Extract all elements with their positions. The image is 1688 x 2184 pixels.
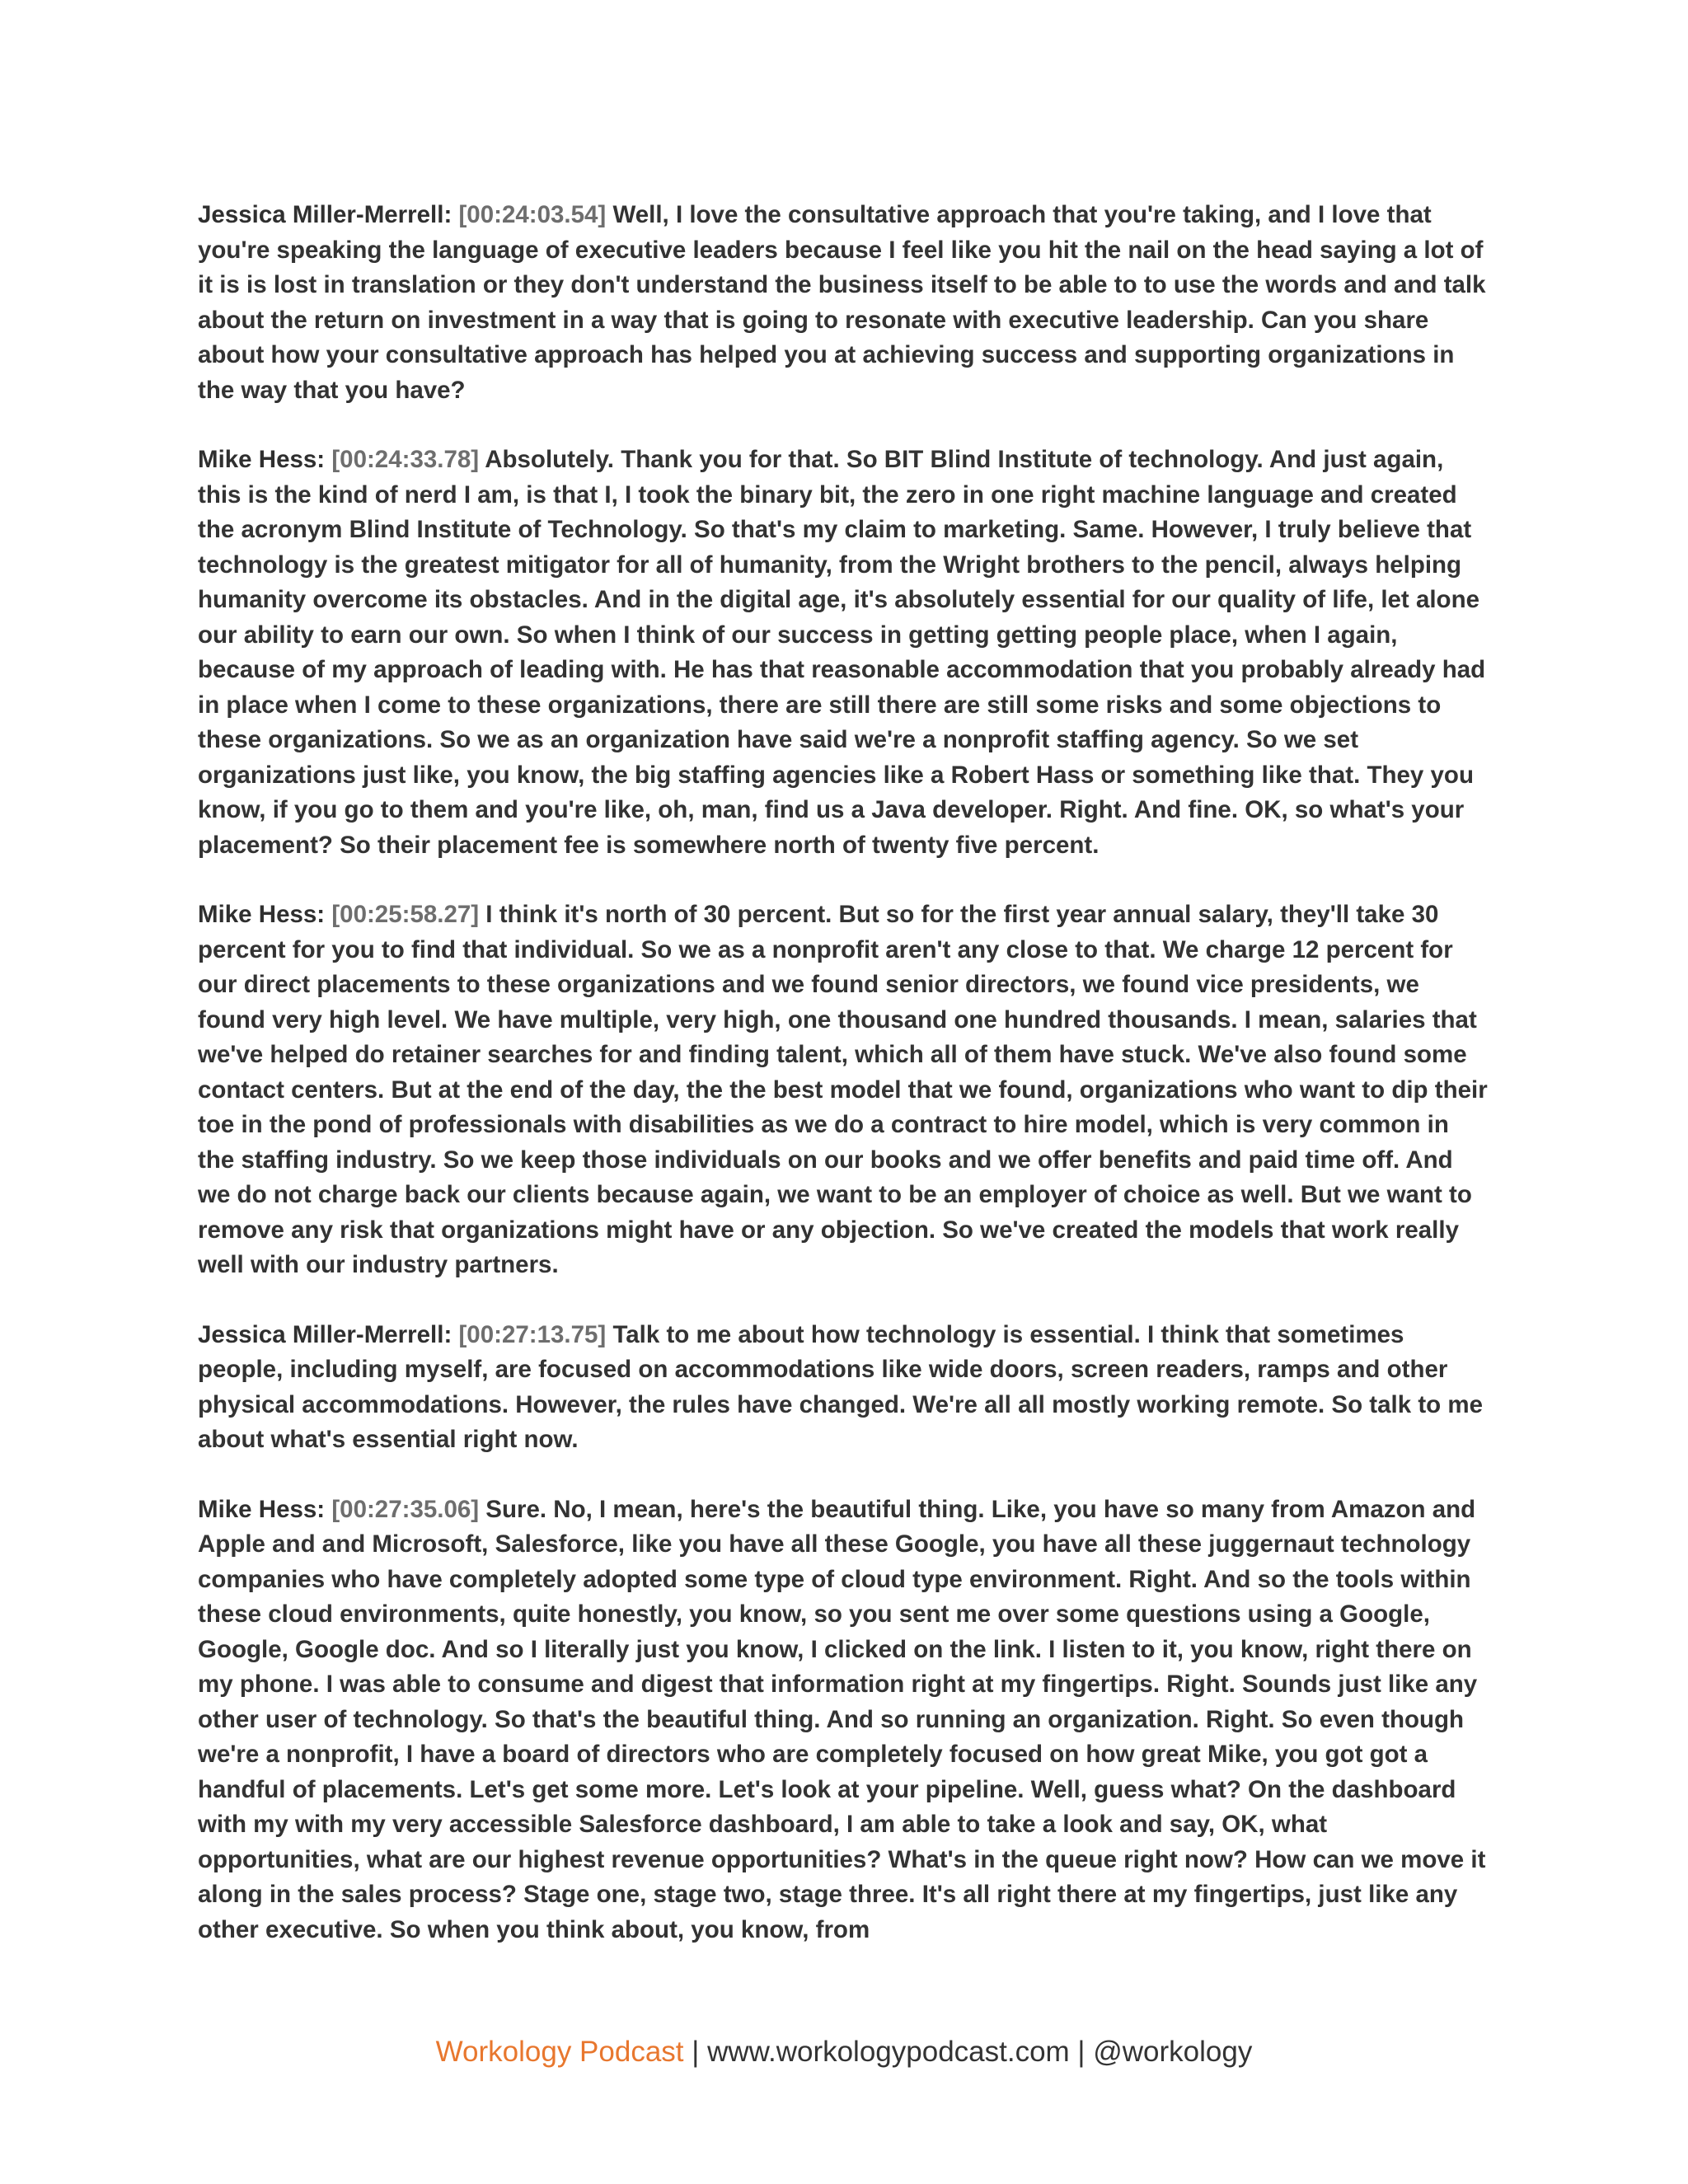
page-footer (0, 2034, 1688, 2070)
speaker-name: Mike Hess: (198, 1495, 326, 1523)
speaker-name: Mike Hess: (198, 901, 326, 928)
timestamp: [00:27:35.06] (331, 1495, 480, 1523)
transcript-paragraph (198, 1493, 1488, 1948)
speaker-name: Jessica Miller-Merrell: (198, 1320, 452, 1348)
paragraph-text: Talk to me about how technology is essential. I think that sometimes people, including myself, are focused on accommodations like wide doors, screen readers, ramps and other physical accommodations. However, the rules have changed. We're all all mostly working remote. So talk to me about what's essential right now. (198, 1320, 1483, 1453)
footer-separator: | (1069, 2036, 1094, 2068)
transcript-body (198, 198, 1488, 1982)
transcript-paragraph (198, 898, 1488, 1283)
timestamp: [00:24:03.54] (458, 201, 607, 228)
transcript-paragraph (198, 1318, 1488, 1458)
paragraph-text: Absolutely. Thank you for that. So BIT Blind Institute of technology. And just again, this is the kind of nerd I am, is that I, I took the binary bit, the zero in one right machine language and created the acronym Blind Institute of Technology. So that's my claim to marketing. Same. However, I truly believe that technology is the greatest mitigator for all of humanity, from the Wright brothers to the pencil, always helping humanity overcome its obstacles. And in the digital age, it's absolutely essential for our quality of life, let alone our ability to earn our own. So when I think of our success in getting getting people place, when I again, because of my approach of leading with. He has that reasonable accommodation that you probably already had in place when I come to these organizations, there are still there are still some risks and some objections to these organizations. So we as an organization have said we're a nonprofit staffing agency. So we set organizations just like, you know, the big staffing agencies like a Robert Hass or something like that. They you know, if you go to them and you're like, oh, man, find us a Java developer. Right. And fine. OK, so what's your placement? So their placement fee is somewhere north of twenty five percent. (198, 446, 1486, 859)
transcript-paragraph (198, 198, 1488, 408)
paragraph-text: Well, I love the consultative approach that you're taking, and I love that you're speaking the language of executive leaders because I feel like you hit the nail on the head saying a lot of it is is lost in translation or they don't understand the business itself to be able to to use the words and and talk about the return on investment in a way that is going to resonate with executive leadership. Can you share about how your consultative approach has helped you at achieving success and supporting organizations in the way that you have? (198, 201, 1486, 404)
footer-separator: | (683, 2036, 708, 2068)
speaker-name: Mike Hess: (198, 446, 326, 473)
paragraph-text: I think it's north of 30 percent. But so for the first year annual salary, they'll take 30 percent for you to find that individual. So we as a nonprofit aren't any close to that. We charge 12 percent for our direct placements to these organizations and we found senior directors, we found vice presidents, we found very high level. We have multiple, very high, one thousand one hundred thousands. I mean, salaries that we've helped do retainer searches for and finding talent, which all of them have stuck. We've also found some contact centers. But at the end of the day, the the best model that we found, organizations who want to dip their toe in the pond of professionals with disabilities as we do a contract to hire model, which is very common in the staffing industry. So we keep those individuals on our books and we offer benefits and paid time off. And we do not charge back our clients because again, we want to be an employer of choice as well. But we want to remove any risk that organizations might have or any objection. So we've created the models that work really well with our industry partners. (198, 901, 1488, 1278)
timestamp: [00:25:58.27] (331, 901, 480, 928)
speaker-name: Jessica Miller-Merrell: (198, 201, 452, 228)
timestamp: [00:27:13.75] (458, 1320, 607, 1348)
transcript-paragraph (198, 443, 1488, 863)
paragraph-text: Sure. No, I mean, here's the beautiful thing. Like, you have so many from Amazon and Apple and and Microsoft, Salesforce, like you have all these Google, you have all these juggernaut technology companies who have completely adopted some type of cloud type environment. Right. And so the tools within these cloud environments, quite honestly, you know, so you sent me over some questions using a Google, Google, Google doc. And so I literally just you know, I clicked on the link. I listen to it, you know, right there on my phone. I was able to consume and digest that information right at my fingertips. Right. Sounds just like any other user of technology. So that's the beautiful thing. And so running an organization. Right. So even though we're a nonprofit, I have a board of directors who are completely focused on how great Mike, you got got a handful of placements. Let's get some more. Let's look at your pipeline. Well, guess what? On the dashboard with my with my very accessible Salesforce dashboard, I am able to take a look and say, OK, what opportunities, what are our highest revenue opportunities? What's in the queue right now? How can we move it along in the sales process? Stage one, stage two, stage three. It's all right there at my fingertips, just like any other executive. So when you think about, you know, from (198, 1495, 1486, 1943)
timestamp: [00:24:33.78] (331, 446, 480, 473)
footer-brand-link[interactable]: Workology Podcast (435, 2036, 684, 2068)
footer-website-link[interactable]: www.workologypodcast.com (707, 2036, 1070, 2068)
footer-social-handle[interactable]: @workology (1093, 2036, 1253, 2068)
